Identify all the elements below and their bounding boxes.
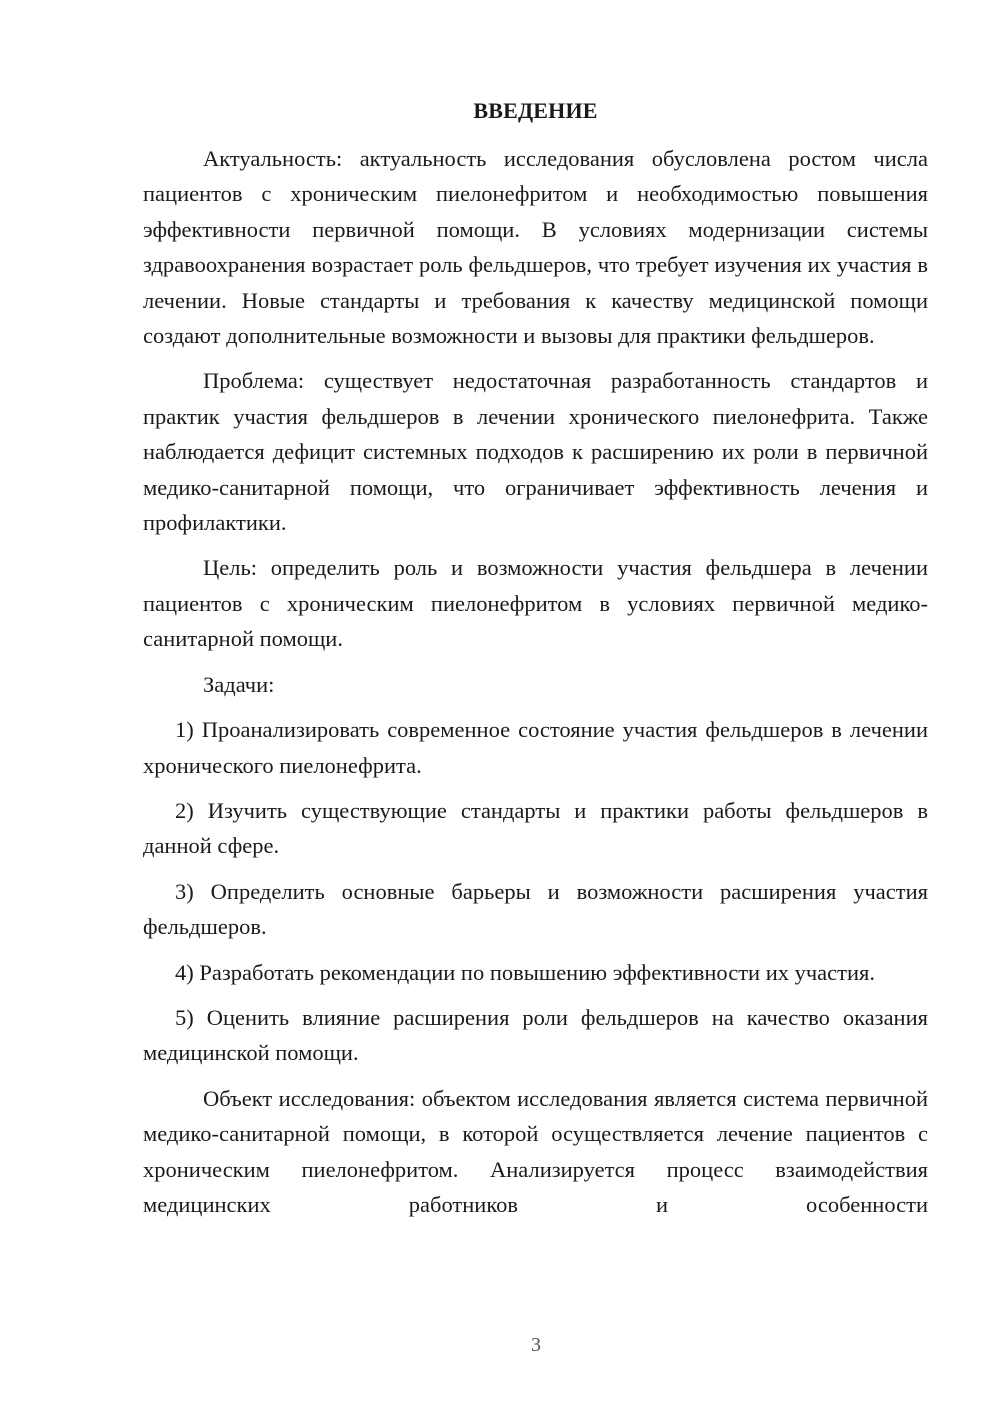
paragraph-relevance: Актуальность: актуальность исследования обусловлена ростом числа пациентов с хроническим пиелонефритом и необходимостью повышения эффективности первичной помощи. В условиях модернизации системы здравоохранения возрастает роль фельдшеров, что требует изучения их участия в лечении. Новые стандарты и требования к качеству медицинской помощи создают дополнительные возможности и вызовы для практики фельдшеров. [143,146,928,349]
page-title: ВВЕДЕНИЕ [473,98,598,123]
page-number: 3 [531,1334,541,1356]
task-item: 5) Оценить влияние расширения роли фельдшеров на качество оказания медицинской помощи. [143,1004,928,1066]
tasks-heading: Задачи: [203,671,275,697]
task-item: 4) Разработать рекомендации по повышению эффективности их участия. [175,959,876,985]
document-body [143,141,928,1232]
task-item: 2) Изучить существующие стандарты и практики работы фельдшеров в данной сфере. [143,797,928,859]
paragraph-object: Объект исследования: объектом исследования является система первичной медико-санитарной помощи, в которой осуществляется лечение пациентов с хроническим пиелонефритом. Анализируется процесс взаимодействия медицинских работников и особенности [143,1085,928,1217]
task-item: 1) Проанализировать современное состояние участия фельдшеров в лечении хронического пиелонефрита. [143,717,928,778]
task-item: 3) Определить основные барьеры и возможности расширения участия фельдшеров. [143,878,928,940]
paragraph-goal: Цель: определить роль и возможности участия фельдшера в лечении пациентов с хроническим пиелонефритом в условиях первичной медико-санитарной помощи. [143,555,928,652]
paragraph-problem: Проблема: существует недостаточная разработанность стандартов и практик участия фельдшеров в лечении хронического пиелонефрита. Также наблюдается дефицит системных подходов к расширению их роли в первичной медико-санитарной помощи, что ограничивает эффективность лечения и профилактики. [143,368,928,536]
